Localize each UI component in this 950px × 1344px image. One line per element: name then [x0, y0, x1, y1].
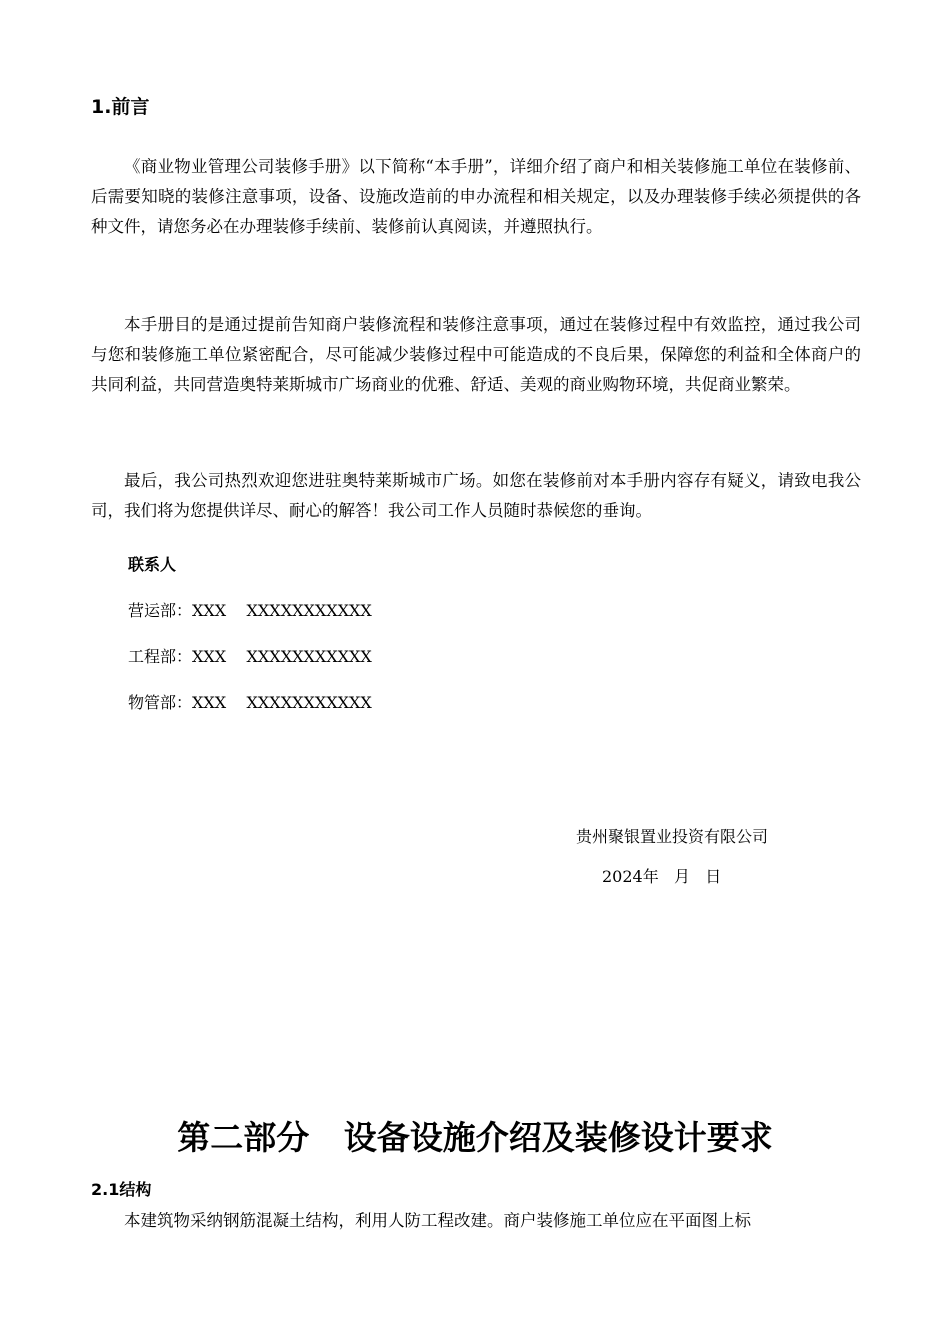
- signature-date: 2024年 月 日: [602, 867, 722, 886]
- signature-company: 贵州聚银置业投资有限公司: [576, 827, 769, 846]
- section-heading-structure: 2.1结构: [91, 1180, 152, 1199]
- section-heading-preface: 1.前言: [91, 96, 150, 118]
- contact-row-operations: 营运部：XXX XXXXXXXXXXX: [128, 601, 372, 620]
- contact-row-engineering: 工程部：XXX XXXXXXXXXXX: [128, 647, 372, 666]
- part2-title: 第二部分 设备设施介绍及装修设计要求: [177, 1118, 773, 1157]
- contacts-title: 联系人: [128, 555, 177, 574]
- preface-paragraph-3: 最后，我公司热烈欢迎您进驻奥特莱斯城市广场。如您在装修前对本手册内容存有疑义，请致电我公司，我们将为您提供详尽、耐心的解答！我公司工作人员随时恭候您的垂询。: [91, 471, 861, 520]
- contact-row-property: 物管部：XXX XXXXXXXXXXX: [128, 693, 372, 712]
- structure-paragraph: 本建筑物采纳钢筋混凝土结构，利用人防工程改建。商户装修施工单位应在平面图上标: [124, 1211, 751, 1230]
- preface-paragraph-1: 《商业物业管理公司装修手册》以下简称“本手册”，详细介绍了商户和相关装修施工单位在装修前、后需要知晓的装修注意事项，设备、设施改造前的申办流程和相关规定，以及办理装修手续必须提供的各种文件，请您务必在办理装修手续前、装修前认真阅读，并遵照执行。: [91, 157, 861, 236]
- preface-paragraph-2: 本手册目的是通过提前告知商户装修流程和装修注意事项，通过在装修过程中有效监控，通过我公司与您和装修施工单位紧密配合，尽可能减少装修过程中可能造成的不良后果，保障您的利益和全体商户的共同利益，共同营造奥特莱斯城市广场商业的优雅、舒适、美观的商业购物环境，共促商业繁荣。: [91, 315, 861, 394]
